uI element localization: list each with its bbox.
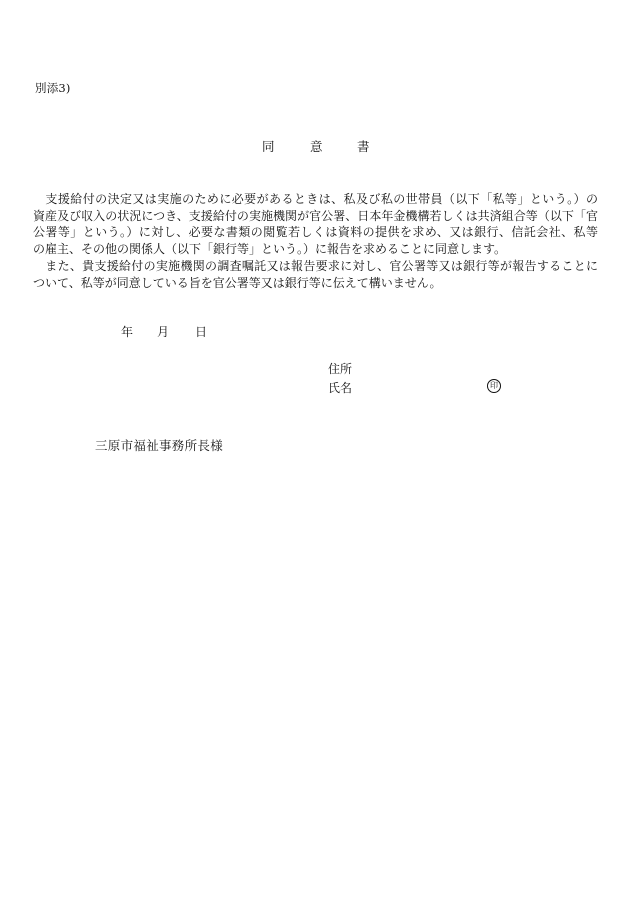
name-label: 氏名 [328,381,353,395]
title-char-1: 同 [262,139,275,154]
date-month-label: 月 [157,325,170,339]
seal-mark-icon: 印 [487,379,501,393]
body-line-6: ついて、私等が同意している旨を官公署等又は銀行等に伝えて構いません。 [33,275,442,290]
addressee: 三原市福祉事務所長様 [95,438,224,453]
reference-label: 別添3) [35,81,71,95]
body-line-5: また、貴支援給付の実施機関の調査嘱託又は報告要求に対し、官公署等又は銀行等が報告することに [33,258,598,273]
address-label: 住所 [328,362,353,376]
consent-body [33,191,598,291]
date-day-label: 日 [195,325,208,339]
date-year-label: 年 [121,325,134,339]
body-line-1: 支援給付の決定又は実施のために必要があるときは、私及び私の世帯員（以下「私等」という。）の [33,192,598,206]
title-char-2: 意 [310,139,323,154]
body-line-2: 資産及び収入の状況につき、支援給付の実施機関が官公署、日本年金機構若しくは共済組合等（以下「官 [33,208,598,223]
body-line-4: の雇主、その他の関係人（以下「銀行等」という。）に報告を求めることに同意します。 [33,242,507,257]
title-char-3: 書 [357,139,370,154]
body-line-3: 公署等」という。）に対し、必要な書類の閲覧若しくは資料の提供を求め、又は銀行、信託会社、私等 [33,225,598,240]
